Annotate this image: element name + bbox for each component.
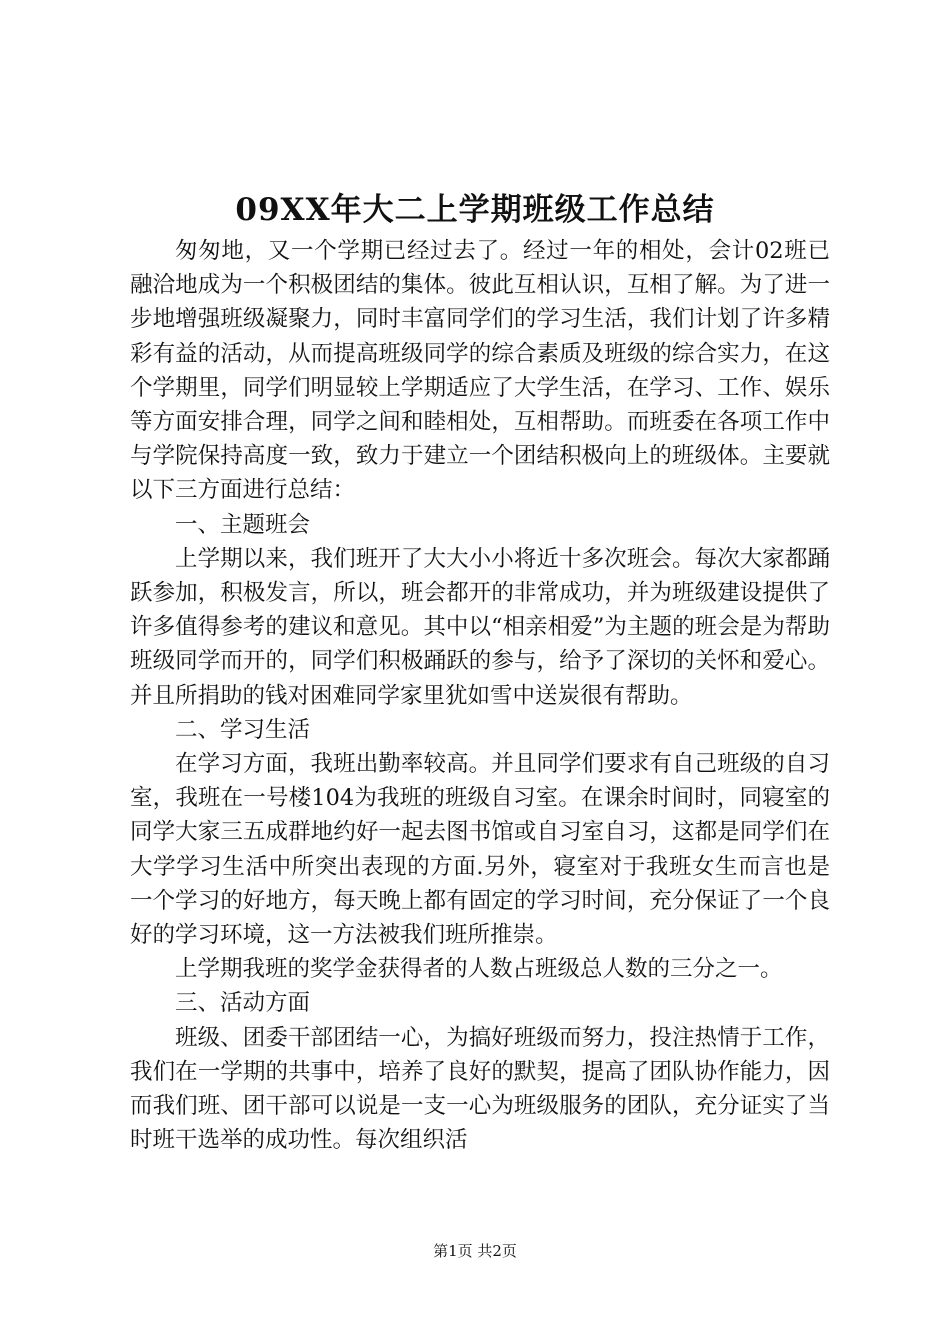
document-title: 09XX年大二上学期班级工作总结 (235, 192, 715, 228)
paragraph-intro: 匆匆地，又一个学期已经过去了。经过一年的相处，会计02班已融洽地成为一个积极团结的集体。彼此互相认识，互相了解。为了进一步地增强班级凝聚力，同时丰富同学们的学习生活，我们计划了许多精彩有益的活动，从而提高班级同学的综合素质及班级的综合实力，在这个学期里，同学们明显较上学期适应了大学生活，在学习、工作、娱乐等方面安排合理，同学之间和睦相处，互相帮助。而班委在各项工作中与学院保持高度一致，致力于建立一个团结积极向上的班级体。主要就以下三方面进行总结： (130, 238, 830, 504)
section-heading-1: 一、主题班会 (175, 511, 311, 538)
paragraph-study: 在学习方面，我班出勤率较高。并且同学们要求有自己班级的自习室，我班在一号楼104为我班的班级自习室。在课余时间时，同寝室的同学大家三五成群地约好一起去图书馆或自习室自习，这都是同学们在大学学习生活中所突出表现的方面.另外，寝室对于我班女生而言也是一个学习的好地方，每天晚上都有固定的学习时间，充分保证了一个良好的学习环境，这一方法被我们班所推崇。 (130, 751, 830, 949)
document-body (130, 234, 830, 1157)
paragraph-class-meetings: 上学期以来，我们班开了大大小小将近十多次班会。每次大家都踊跃参加，积极发言，所以，班会都开的非常成功，并为班级建设提供了许多值得参考的建议和意见。其中以“相亲相爱”为主题的班会是为帮助班级同学而开的，同学们积极踊跃的参与，给予了深切的关怀和爱心。并且所捐助的钱对困难同学家里犹如雪中送炭很有帮助。 (130, 545, 830, 709)
section-heading-3: 三、活动方面 (175, 990, 311, 1017)
section-heading-2: 二、学习生活 (175, 716, 311, 743)
paragraph-activities: 班级、团委干部团结一心，为搞好班级而努力，投注热情于工作，我们在一学期的共事中，培养了良好的默契，提高了团队协作能力，因而我们班、团干部可以说是一支一心为班级服务的团队，充分证实了当时班干选举的成功性。每次组织活 (130, 1024, 830, 1154)
paragraph-scholarship: 上学期我班的奖学金获得者的人数占班级总人数的三分之一。 (175, 956, 783, 983)
page-footer: 第1页 共2页 (433, 1242, 517, 1260)
